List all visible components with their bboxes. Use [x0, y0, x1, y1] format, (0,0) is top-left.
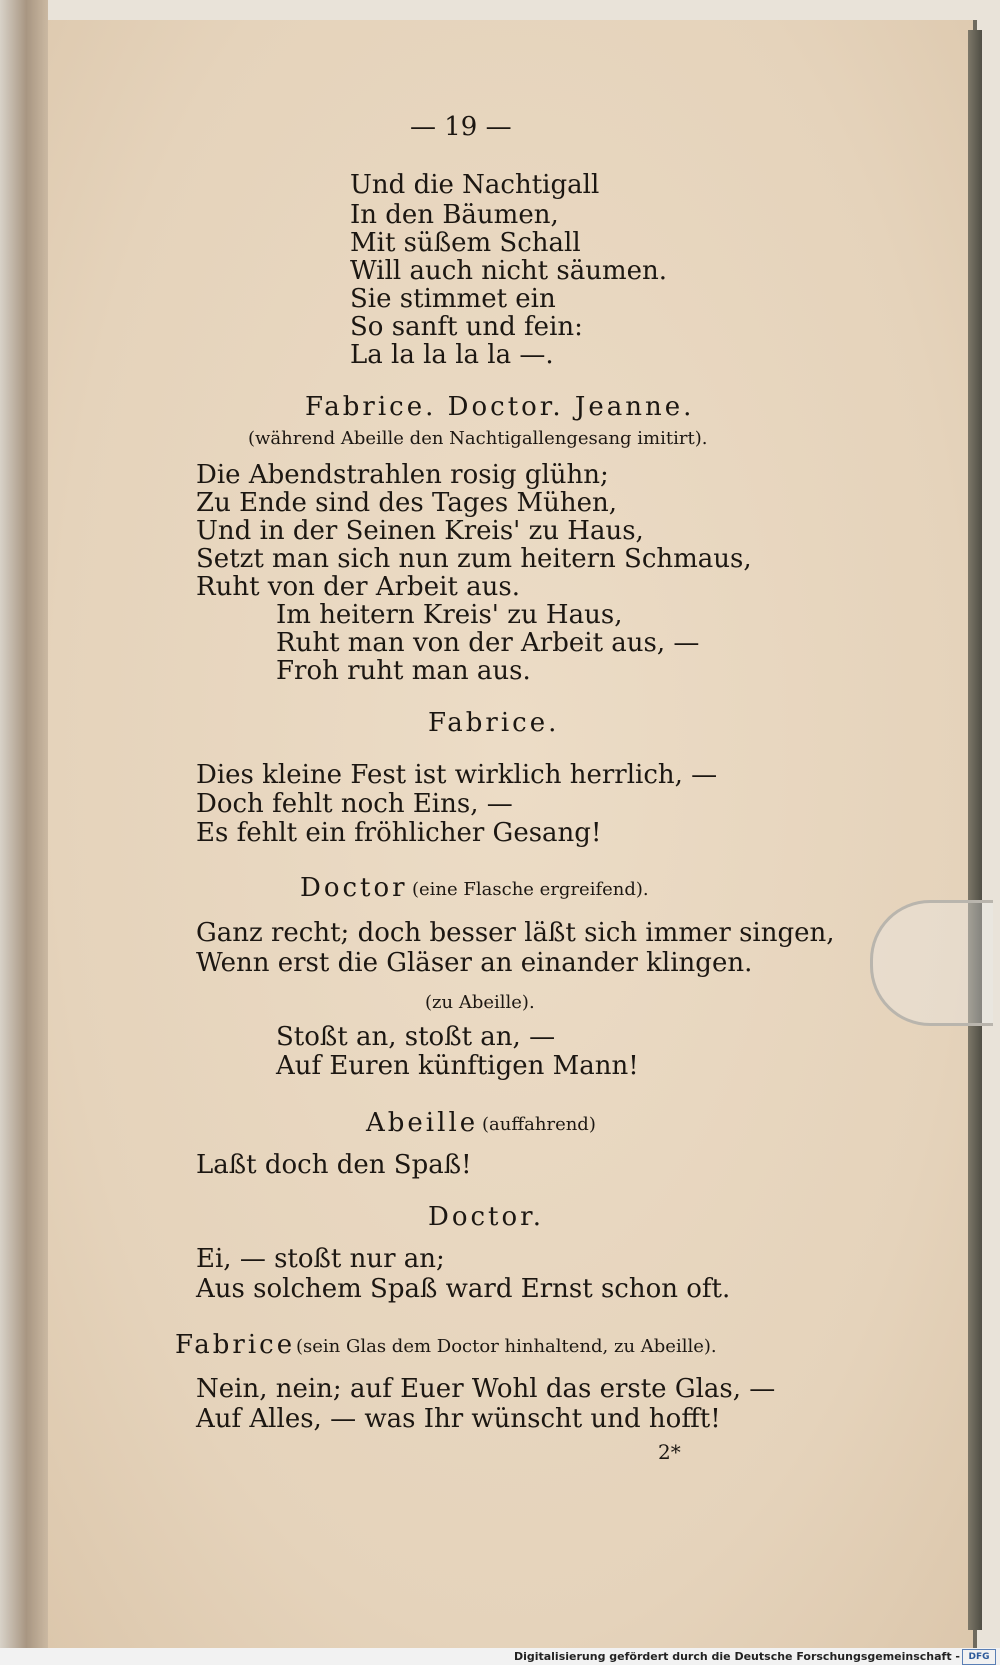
speaker-heading: Doctor	[300, 873, 408, 903]
verse-line: So sanft und fein:	[350, 312, 583, 342]
verse-line: La la la la la —.	[350, 340, 554, 370]
verse-line: Dies kleine Fest ist wirklich herrlich, —	[196, 760, 718, 790]
verse-line: Mit süßem Schall	[350, 228, 581, 258]
verse-line: Ruht man von der Arbeit aus, —	[276, 628, 700, 658]
stage-direction: (auffahrend)	[482, 1114, 596, 1135]
verse-line: Zu Ende sind des Tages Mühen,	[196, 488, 618, 518]
verse-line: Ganz recht; doch besser läßt sich immer singen,	[196, 918, 835, 948]
dfg-logo[interactable]: DFG	[962, 1649, 996, 1665]
page-edge-strip	[968, 30, 982, 1630]
verse-line: Nein, nein; auf Euer Wohl das erste Glas, —	[196, 1374, 776, 1404]
verse-line: Will auch nicht säumen.	[350, 256, 668, 286]
verse-line: Und die Nachtigall	[350, 170, 600, 200]
verse-line: In den Bäumen,	[350, 200, 559, 230]
verse-line: Doch fehlt noch Eins, —	[196, 789, 513, 819]
stage-direction: (sein Glas dem Doctor hinhaltend, zu Abeille).	[296, 1336, 717, 1357]
digitization-footer	[0, 1648, 1000, 1665]
verse-line: Froh ruht man aus.	[276, 656, 531, 686]
signature-mark: 2*	[658, 1440, 681, 1464]
speaker-heading: Fabrice	[175, 1330, 296, 1360]
verse-line: Die Abendstrahlen rosig glühn;	[196, 460, 609, 490]
verse-line: Ruht von der Arbeit aus.	[196, 572, 520, 602]
verse-line: Es fehlt ein fröhlicher Gesang!	[196, 818, 602, 848]
verse-line: Wenn erst die Gläser an einander klingen.	[196, 948, 753, 978]
footer-credit-text: Digitalisierung gefördert durch die Deutsche Forschungsgemeinschaft -	[513, 1650, 960, 1663]
verse-line: Ei, — stoßt nur an;	[196, 1244, 445, 1274]
speaker-heading: Fabrice. Doctor. Jeanne.	[305, 392, 695, 422]
book-spine-edge	[0, 0, 48, 1665]
stage-direction: (während Abeille den Nachtigallengesang imitirt).	[248, 428, 708, 449]
verse-line: Setzt man sich nun zum heitern Schmaus,	[196, 544, 752, 574]
verse-line: Aus solchem Spaß ward Ernst schon oft.	[196, 1274, 731, 1304]
stage-direction: (zu Abeille).	[425, 992, 535, 1013]
page-clip	[870, 900, 993, 1026]
page-number: — 19 —	[410, 112, 512, 142]
speaker-heading: Fabrice.	[428, 708, 560, 738]
verse-line: Stoßt an, stoßt an, —	[276, 1022, 556, 1052]
verse-line: Auf Euren künftigen Mann!	[276, 1051, 639, 1081]
speaker-heading: Abeille	[366, 1108, 479, 1138]
verse-line: Auf Alles, — was Ihr wünscht und hofft!	[196, 1404, 721, 1434]
verse-line: Sie stimmet ein	[350, 284, 556, 314]
verse-line: Und in der Seinen Kreis' zu Haus,	[196, 516, 644, 546]
stage-direction: (eine Flasche ergreifend).	[412, 879, 649, 900]
verse-line: Im heitern Kreis' zu Haus,	[276, 600, 623, 630]
verse-line: Laßt doch den Spaß!	[196, 1150, 472, 1180]
speaker-heading: Doctor.	[428, 1202, 544, 1232]
